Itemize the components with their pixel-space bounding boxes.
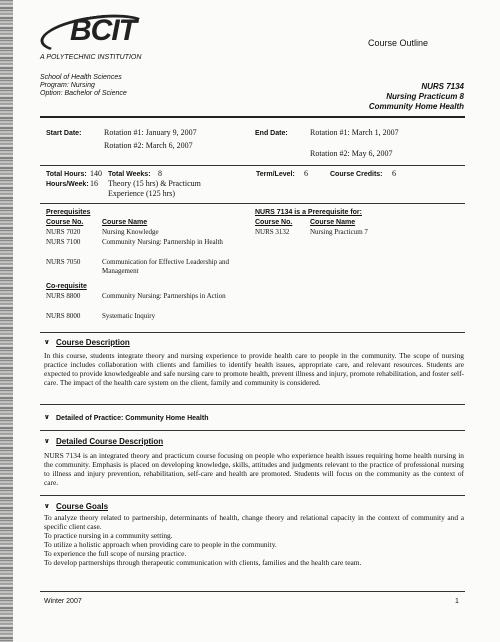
hours-week: 16 (90, 179, 98, 188)
bullet-icon: ∨ (44, 414, 50, 421)
polytechnic-tagline: A POLYTECHNIC INSTITUTION (40, 54, 142, 61)
school-line-3: Option: Bachelor of Science (40, 90, 127, 97)
end-date-label: End Date: (255, 130, 288, 137)
rotation2-end: Rotation #2: May 6, 2007 (310, 149, 393, 158)
info-divider-2 (40, 203, 465, 204)
prereq-row-name: Community Nursing: Partnership in Health (102, 238, 223, 246)
doc-type: Course Outline (368, 38, 429, 48)
prereq-heading: Prerequisites (46, 209, 91, 216)
logo-text: BCIT (70, 14, 136, 47)
total-weeks: 8 (158, 169, 162, 178)
start-date-label: Start Date: (46, 130, 82, 137)
section-divider (40, 495, 465, 496)
coreq-heading: Co-requisite (46, 283, 87, 290)
section-divider (40, 430, 465, 431)
goal-item: To experience the full scope of nursing practice. (44, 549, 187, 558)
total-hours: 140 (90, 169, 102, 178)
school-line-1: School of Health Sciences (40, 74, 122, 81)
coreq-row-name: Community Nursing: Partnerships in Action (102, 292, 226, 300)
prereq-for-col-no: Course No. (255, 219, 293, 226)
prereq-col-no: Course No. (46, 219, 84, 226)
course-title-1: Nursing Practicum 8 (386, 92, 464, 101)
prereq-for-row-name: Nursing Practicum 7 (310, 228, 368, 236)
detailed-title: Detailed Course Description (56, 437, 164, 446)
detailed-text: NURS 7134 is an integrated theory and practicum course focusing on people who experience health issues requiring home health nursing in the community. Emphasis is placed on developing knowledge, skills, attitudes and judgments relevant to the practice of professional nursing to illness and injury prevention, rehabilitation, self-care and health are promoted. Students will focus on the community as the context of care. (44, 451, 464, 487)
term-label: Term/Level: (256, 171, 295, 178)
prereq-row-no: NURS 7100 (46, 238, 81, 246)
course-code: NURS 7134 (421, 82, 464, 91)
description-title: Course Description (56, 338, 130, 347)
prereq-for-col-name: Course Name (310, 219, 356, 226)
coreq-row-no: NURS 8800 (46, 292, 81, 300)
bcit-logo (40, 14, 150, 50)
total-weeks-label: Total Weeks: (108, 171, 151, 178)
credits-label: Course Credits: (330, 171, 383, 178)
description-text: In this course, students integrate theory and nursing experience to provide health care to people in the community. The scope of nursing practice includes collaboration with clients and families to identify health issues, appropriate care, and relevant resources. Students are expected to provide knowledgeable and safe nursing care to promote health, prevent illness and injury, promote rehabilitation, and foster self-care. The impact of the health care system on the client, family and community is considered. (44, 351, 464, 387)
footer-divider (40, 591, 465, 592)
header-divider (40, 116, 465, 118)
prereq-for-heading: NURS 7134 is a Prerequisite for: (255, 209, 362, 216)
rotation1-start: Rotation #1: January 9, 2007 (104, 128, 197, 137)
coreq-row-name: Systematic Inquiry (102, 312, 156, 320)
goals-title: Course Goals (56, 502, 109, 511)
bullet-icon: ∨ (44, 339, 50, 346)
hours-week-label: Hours/Week: (46, 181, 89, 188)
page-number: 1 (455, 598, 459, 605)
bullet-icon: ∨ (44, 503, 50, 510)
footer-term: Winter 2007 (44, 598, 82, 605)
bullet-icon: ∨ (44, 438, 50, 445)
goal-item: To develop partnerships through therapeutic communication with clients, families and the health care team. (44, 558, 362, 567)
prereq-col-name: Course Name (102, 219, 148, 226)
course-title-2: Community Home Health (368, 102, 464, 111)
school-line-2: Program: Nursing (40, 82, 95, 89)
hours-week-detail: Theory (15 hrs) & Practicum Experience (125 hrs) (108, 179, 201, 198)
prereq-row-no: NURS 7050 (46, 258, 81, 266)
prereq-row-name: Nursing Knowledge (102, 228, 159, 236)
goal-item: To analyze theory related to partnership, determinants of health, change theory and relational capacity in the context of community and a specific client case. (44, 513, 464, 531)
section-divider (40, 404, 465, 405)
scan-binding-edge (0, 0, 13, 642)
coreq-row-no: NURS 8000 (46, 312, 81, 320)
prereq-row-no: NURS 7020 (46, 228, 81, 236)
goal-item: To practice nursing in a community setting. (44, 531, 173, 540)
practice-title: Detailed of Practice: Community Home Health (56, 415, 209, 422)
goal-item: To utilize a holistic approach when providing care to people in the community. (44, 540, 277, 549)
prereq-row-name: Communication for Effective Leadership and Management (102, 258, 229, 275)
term-value: 6 (304, 169, 308, 178)
info-divider-1 (40, 165, 465, 166)
section-divider (40, 332, 465, 333)
credits-value: 6 (392, 169, 396, 178)
rotation1-end: Rotation #1: March 1, 2007 (310, 128, 399, 137)
total-hours-label: Total Hours: (46, 171, 87, 178)
prereq-for-row-no: NURS 3132 (255, 228, 290, 236)
rotation2-start: Rotation #2: March 6, 2007 (104, 141, 193, 150)
